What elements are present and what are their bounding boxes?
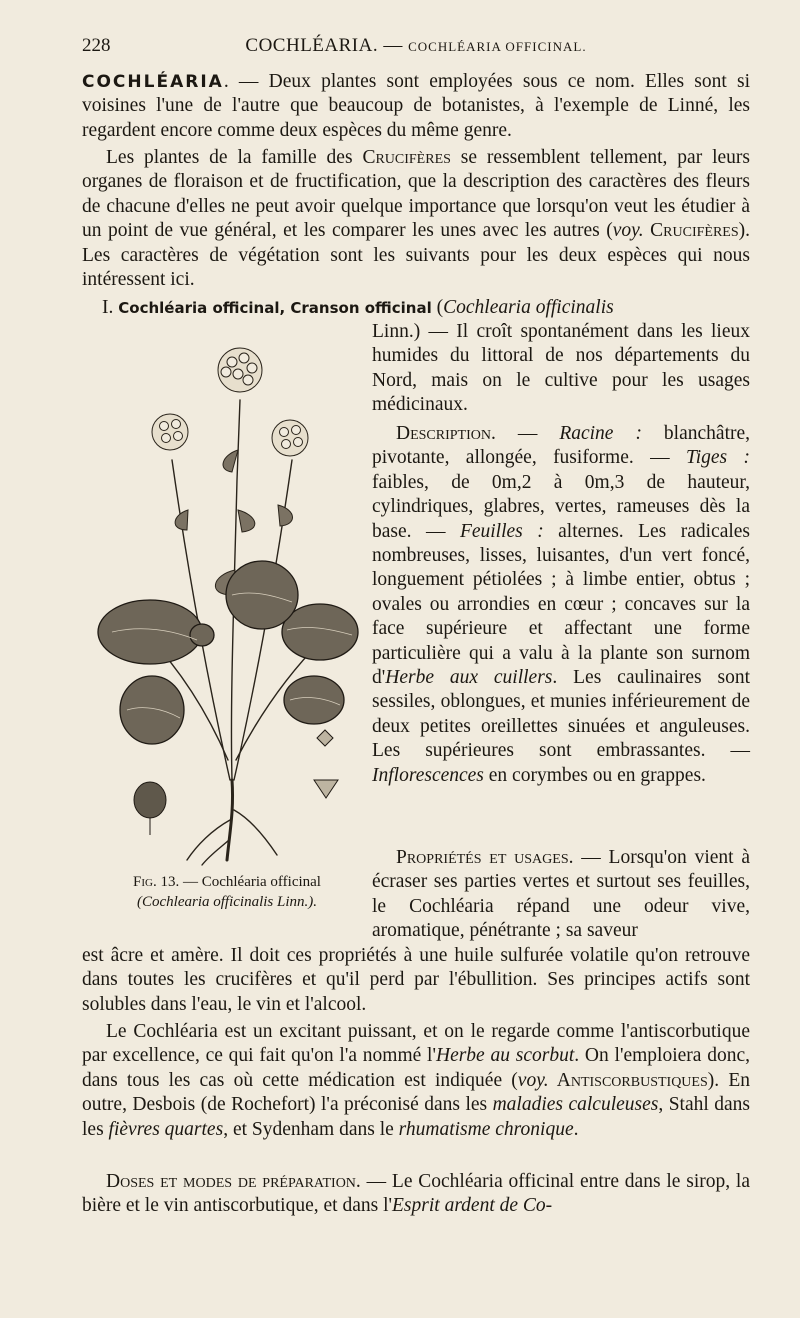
page-number: 228 — [82, 35, 111, 56]
species-heading: Cochléaria officinal, Cranson officinal — [118, 299, 432, 317]
paragraph-intro: COCHLÉARIA. — Deux plantes sont employées sous ce nom. Elles sont si voisines l'une de l'autre que beaucoup de botanistes, à l'exemple de Linné, les regardent encore comme deux espèces du même genre. — [82, 71, 750, 141]
paragraph-proprietes: Propriétés et usages. — Lorsqu'on vient à écraser ses parties vertes et surtout ses feuilles, le Cochléaria répand une odeur vive, aromatique, pénétrante ; sa saveur — [372, 847, 750, 942]
paragraph-proprietes-cont: est âcre et amère. Il doit ces propriétés à une huile sulfurée volatile qu'on retrouve dans toutes les crucifères et qu'il perd par l'ébullition. Ses principes actifs sont solubles dans l'eau, le vin et l'alcool. — [82, 945, 750, 1015]
description-label: Description. — [396, 423, 496, 444]
doses-label: Doses et modes de préparation. — [106, 1171, 361, 1192]
running-title: COCHLÉARIA. — COCHLÉARIA OFFICINAL. — [245, 35, 587, 56]
paragraph-description: Description. — Racine : blanchâtre, pivotante, allongée, fusiforme. — Tiges : faibles, de 0m,2 à 0m,3 de hauteur, cylindriques, glabres, vertes, rameuses dès la base. — Feuilles : alternes. Les radicales nombreuses, lisses, luisantes, d'un vert foncé, longuement pétiolées ; à limbe entier, obtus ; ovales ou arrondies en cœur ; concaves sur la face supérieure et affectant une forme particulière qui a valu à la plante son surnom d'Herbe aux cuillers. Les caulinaires sont sessiles, oblongues, et munies inférieurement de deux petites oreillettes sinuées et anguleuses. Les supérieures sont embrassantes. — Inflorescences en corymbes ou en grappes. — [372, 423, 751, 786]
figure-caption-latin: (Cochlearia officinalis Linn.). — [137, 894, 317, 910]
figure-label: Fig. 13. — [133, 874, 180, 890]
paragraph-habitat: Linn.) — Il croît spontanément dans les lieux humides du littoral de nos départements du Nord, mais on le cultive pour les usages médicinaux. — [372, 321, 750, 416]
paragraph-cruciferes: Les plantes de la famille des Crucifères se ressemblent tellement, par leurs organes de floraison et de fructification, que la description des caractères des fleurs de chacune d'elles ne peut avoir quelque importance que lorsqu'on veut les étudier à un point de vue général, et les comparer les unes avec les autres (voy. Crucifères). Les caractères de végétation sont les suivants pour les deux espèces qui nous intéressent ici. — [82, 147, 751, 291]
paragraph-doses: Doses et modes de préparation. — Le Cochléaria officinal entre dans le sirop, la bière et le vin antiscorbutique, et dans l'Esprit ardent de Co- — [82, 1171, 750, 1217]
figure-caption: Fig. 13. — Cochléaria officinal (Cochlearia officinalis Linn.). — [133, 874, 321, 910]
entry-term: COCHLÉARIA — [82, 72, 224, 92]
cochlearia-illustration — [92, 340, 360, 870]
proprietes-label: Propriétés et usages. — [396, 847, 574, 868]
paragraph-excitant: Le Cochléaria est un excitant puissant, et on le regarde comme l'antiscorbutique par excellence, ce qui fait qu'on l'a nommé l'Herbe au scorbut. On l'emploiera donc, dans tous les cas où cette médication est indiquée (voy. Antiscorbustiques). En outre, Desbois (de Rochefort) l'a préconisé dans les maladies calculeuses, Stahl dans les fièvres quartes, et Sydenham dans le rhumatisme chronique. — [82, 1021, 750, 1140]
section-heading-1: I. Cochléaria officinal, Cranson officinal (Cochlearia officinalis — [102, 297, 614, 318]
